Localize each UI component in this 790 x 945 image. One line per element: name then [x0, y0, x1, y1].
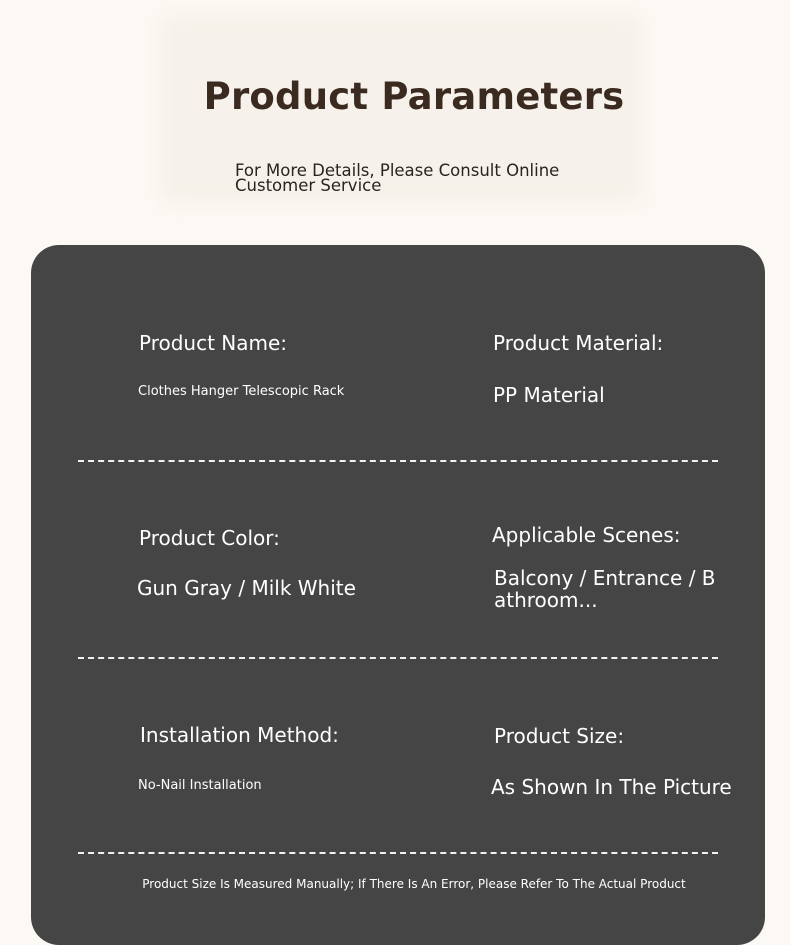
applicable-scenes-label: Applicable Scenes:	[492, 523, 681, 547]
divider-1	[78, 460, 718, 462]
applicable-scenes-value: Balcony / Entrance / Bathroom...	[494, 566, 716, 612]
page-subtitle: For More Details, Please Consult Online Customer Service	[235, 161, 560, 195]
size-disclaimer: Product Size Is Measured Manually; If There Is An Error, Please Refer To The Actual Product	[142, 877, 686, 891]
product-size-label: Product Size:	[494, 724, 625, 748]
installation-method-label: Installation Method:	[140, 723, 339, 747]
product-material-value: PP Material	[493, 383, 605, 407]
product-material-label: Product Material:	[493, 331, 664, 355]
product-color-label: Product Color:	[139, 526, 280, 550]
product-name-label: Product Name:	[139, 331, 288, 355]
divider-3	[78, 852, 718, 854]
product-name-value: Clothes Hanger Telescopic Rack	[138, 384, 345, 399]
page-title: Product Parameters	[203, 75, 625, 118]
product-color-value: Gun Gray / Milk White	[137, 576, 356, 600]
divider-2	[78, 657, 718, 659]
product-size-value: As Shown In The Picture	[491, 775, 732, 799]
installation-method-value: No-Nail Installation	[138, 778, 262, 793]
